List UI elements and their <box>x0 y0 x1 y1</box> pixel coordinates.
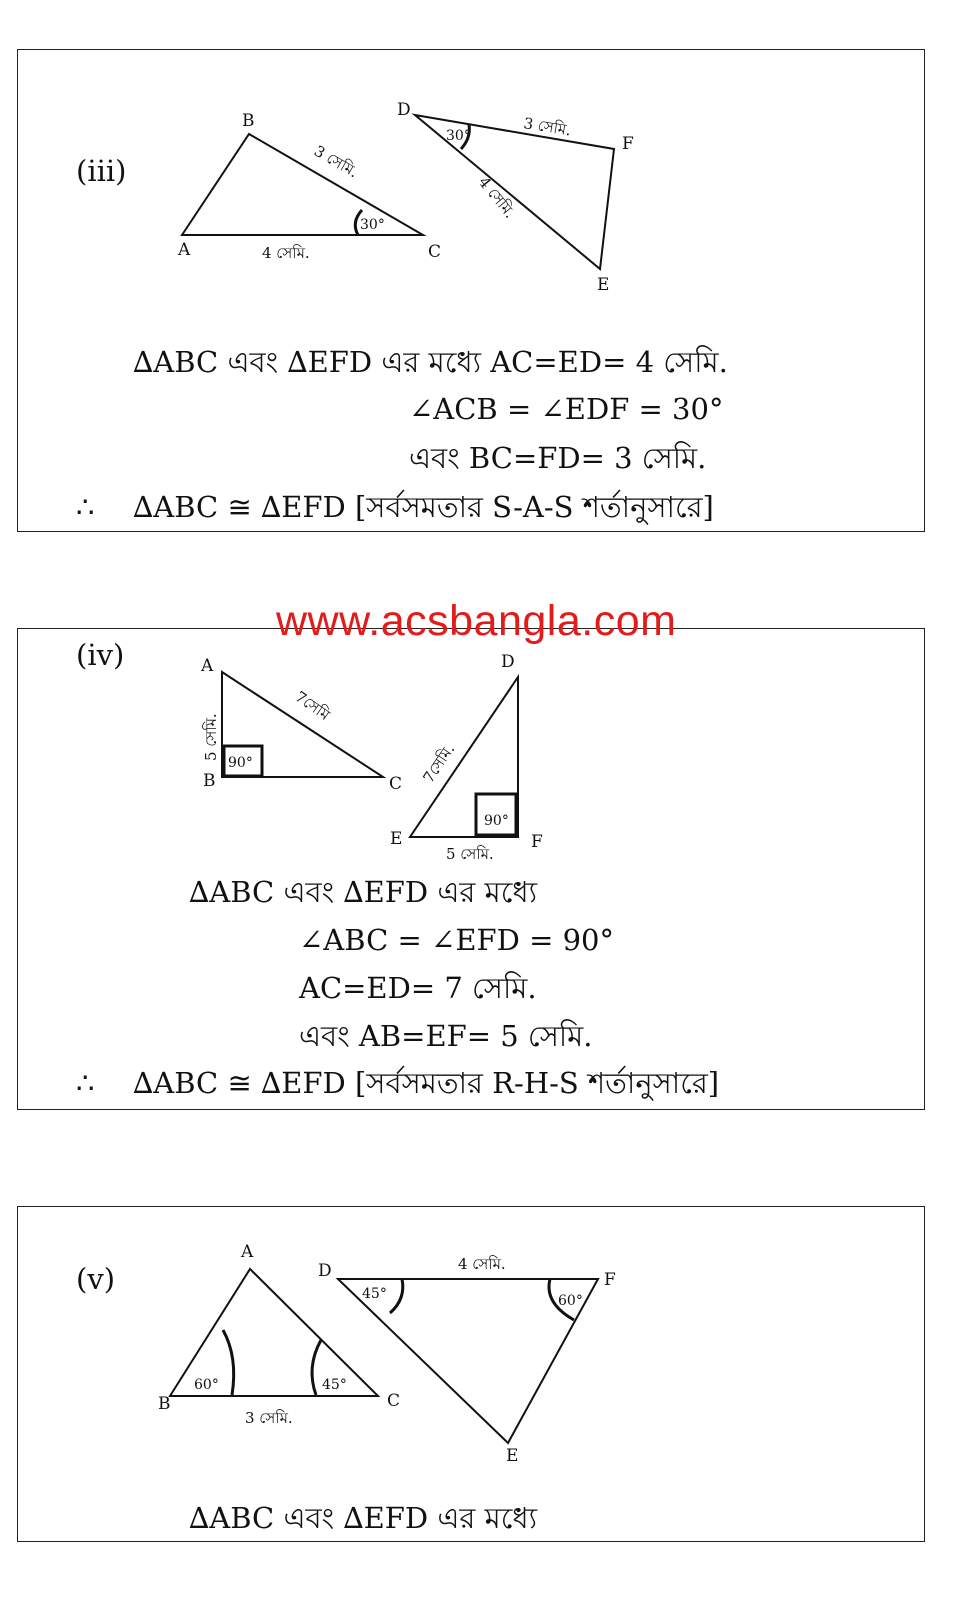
therefore-symbol: ∴ <box>76 1066 95 1100</box>
vertex-c: C <box>389 774 403 794</box>
side-ac-label: 4 সেমি. <box>262 244 310 262</box>
vertex-d: D <box>318 1261 332 1281</box>
section-iii-box <box>17 49 925 532</box>
statement-line-2: ∠ABC = ∠EFD = 90° <box>299 923 614 957</box>
vertex-a: A <box>241 1242 254 1262</box>
side-ac-label: 7সেমি <box>291 687 334 725</box>
vertex-b: B <box>158 1394 171 1414</box>
section-v-figure <box>18 1207 926 1467</box>
therefore-symbol: ∴ <box>76 490 95 524</box>
section-iv-figure <box>18 629 926 869</box>
angle-c-label: 45° <box>322 1377 347 1393</box>
angle-b-arc <box>223 1330 234 1395</box>
angle-c-label: 30° <box>360 217 385 233</box>
vertex-c: C <box>387 1391 401 1411</box>
statement-line-3: AC=ED= 7 সেমি. <box>299 971 537 1005</box>
angle-f-label: 60° <box>558 1293 583 1309</box>
triangle-abc <box>182 134 423 235</box>
conclusion: ∆ABC ≅ ∆EFD [সর্বসমতার S-A-S শর্তানুসারে] <box>133 490 714 524</box>
vertex-f: F <box>531 832 543 852</box>
angle-d-arc <box>390 1279 403 1313</box>
watermark-url: www.acsbangla.com <box>276 597 677 645</box>
vertex-b: B <box>242 111 255 131</box>
side-ab-label: 5 সেমি. <box>202 713 220 761</box>
angle-b-label: 60° <box>194 1377 219 1393</box>
statement-line-3: এবং BC=FD= 3 সেমি. <box>409 441 707 475</box>
statement-line-1: ∆ABC এবং ∆EFD এর মধ্যে AC=ED= 4 সেমি. <box>133 345 728 379</box>
statement-line-4: এবং AB=EF= 5 সেমি. <box>299 1019 593 1053</box>
angle-d-label: 45° <box>362 1286 387 1302</box>
angle-d-label: 30° <box>446 128 471 144</box>
statement-line-1: ∆ABC এবং ∆EFD এর মধ্যে <box>189 875 538 909</box>
angle-f-label: 90° <box>484 813 509 829</box>
vertex-a: A <box>178 240 191 260</box>
side-df-label: 3 সেমি. <box>522 114 573 140</box>
side-bc-label: 3 সেমি. <box>245 1409 293 1427</box>
section-iii-figure <box>18 50 926 350</box>
side-de-label: 4 সেমি. <box>474 173 519 222</box>
angle-b-label: 90° <box>228 755 253 771</box>
vertex-e: E <box>390 829 403 849</box>
vertex-e: E <box>597 275 610 295</box>
side-bc-label: 3 সেমি. <box>311 141 362 182</box>
section-iv-label: (iv) <box>76 638 125 672</box>
vertex-b: B <box>203 771 216 791</box>
conclusion: ∆ABC ≅ ∆EFD [সর্বসমতার R-H-S শর্তানুসারে] <box>133 1066 720 1100</box>
side-df-label: 4 সেমি. <box>458 1255 506 1273</box>
vertex-c: C <box>428 242 442 262</box>
vertex-f: F <box>622 134 634 154</box>
vertex-a: A <box>201 656 214 676</box>
statement-line-1: ∆ABC এবং ∆EFD এর মধ্যে <box>189 1501 538 1535</box>
section-v-label: (v) <box>76 1262 116 1296</box>
section-iv-box <box>17 628 925 1110</box>
side-de-label: 7সেমি. <box>419 740 459 787</box>
vertex-d: D <box>501 652 515 672</box>
vertex-e: E <box>506 1446 519 1466</box>
statement-line-2: ∠ACB = ∠EDF = 30° <box>409 392 724 426</box>
triangle-def <box>415 115 614 269</box>
vertex-d: D <box>397 100 411 120</box>
vertex-f: F <box>604 1270 616 1290</box>
angle-c-arc <box>312 1340 321 1395</box>
section-v-box <box>17 1206 925 1542</box>
section-iii-label: (iii) <box>76 154 127 188</box>
side-ef-label: 5 সেমি. <box>446 845 494 863</box>
